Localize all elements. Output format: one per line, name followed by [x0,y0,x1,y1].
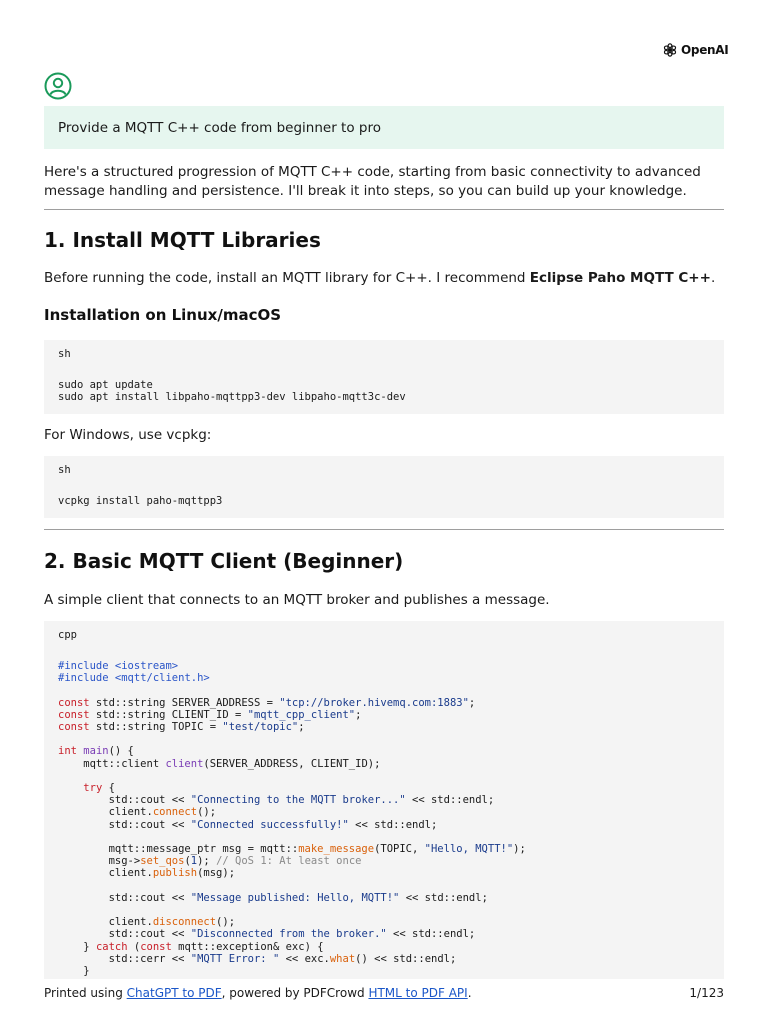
section1-bold: Eclipse Paho MQTT C++ [529,270,711,286]
windows-paragraph: For Windows, use vcpkg: [44,427,212,443]
section1-text-end: . [710,270,716,286]
code-lang-label: sh [58,464,71,476]
section2-paragraph: A simple client that connects to an MQTT broker and publishes a message. [44,592,550,608]
code-content: sudo apt update sudo apt install libpaho-mqttpp3-dev libpaho-mqtt3c-dev [58,379,406,404]
chatgpt-to-pdf-link[interactable]: ChatGPT to PDF [126,986,222,1000]
footer-credit: Printed using ChatGPT to PDF, powered by PDFCrowd HTML to PDF API. [44,986,472,1000]
intro-paragraph: Here's a structured progression of MQTT C++ code, starting from basic connectivity to advanced message handling and persistence. I'll break it into steps, so you can build up your knowledge. [44,164,701,199]
prompt-text: Provide a MQTT C++ code from beginner to pro [58,119,381,136]
html-to-pdf-api-link[interactable]: HTML to PDF API [368,986,468,1000]
code-content: vcpkg install paho-mqttpp3 [58,495,223,507]
section1-paragraph [44,269,724,288]
page-footer [44,986,724,1000]
user-avatar-icon [44,72,72,100]
section2-heading: 2. Basic MQTT Client (Beginner) [44,549,404,573]
section1-subheading: Installation on Linux/macOS [44,306,282,324]
divider [44,529,724,530]
code-lang-label: sh [58,348,71,360]
code-block-install [44,340,724,414]
openai-brand [662,42,728,58]
user-prompt [44,106,724,149]
code-block-vcpkg [44,456,724,518]
openai-logo-icon [662,42,678,58]
page-number: 1/123 [689,986,724,1000]
section1-heading: 1. Install MQTT Libraries [44,228,321,252]
code-lang-label: cpp [58,629,77,641]
divider [44,209,724,210]
section1-text: Before running the code, install an MQTT library for C++. I recommend [44,270,530,286]
code-content: #include <iostream> #include <mqtt/client.h> const std::string SERVER_ADDRESS = "tcp://broker.hivemq.com:1883"; const std::string CLIENT_ID = "mqtt_cpp_client"; const std::string TOPIC = "test/topic"; int main() { mqtt::client client(SERVER_ADDRESS, CLIENT_ID); try { std::cout << "Connecting to the MQTT broker..." << std::endl; client.connect(); std::cout << "Connected successfully!" << std::endl; mqtt::message_ptr msg = mqtt::make_message(TOPIC, "Hello, MQTT!"); msg->set_qos(1); // QoS 1: At least once client.publish(msg); std::cout << "Message published: Hello, MQTT!" << std::endl; client.disconnect(); std::cout << "Disconnected from the broker." << std::endl; } catch (const mqtt::exception& exc) { std::cerr << "MQTT Error: " << exc.what() << std::endl; } [58,660,526,978]
code-block-cpp [44,621,724,979]
brand-name: OpenAI [681,43,729,57]
